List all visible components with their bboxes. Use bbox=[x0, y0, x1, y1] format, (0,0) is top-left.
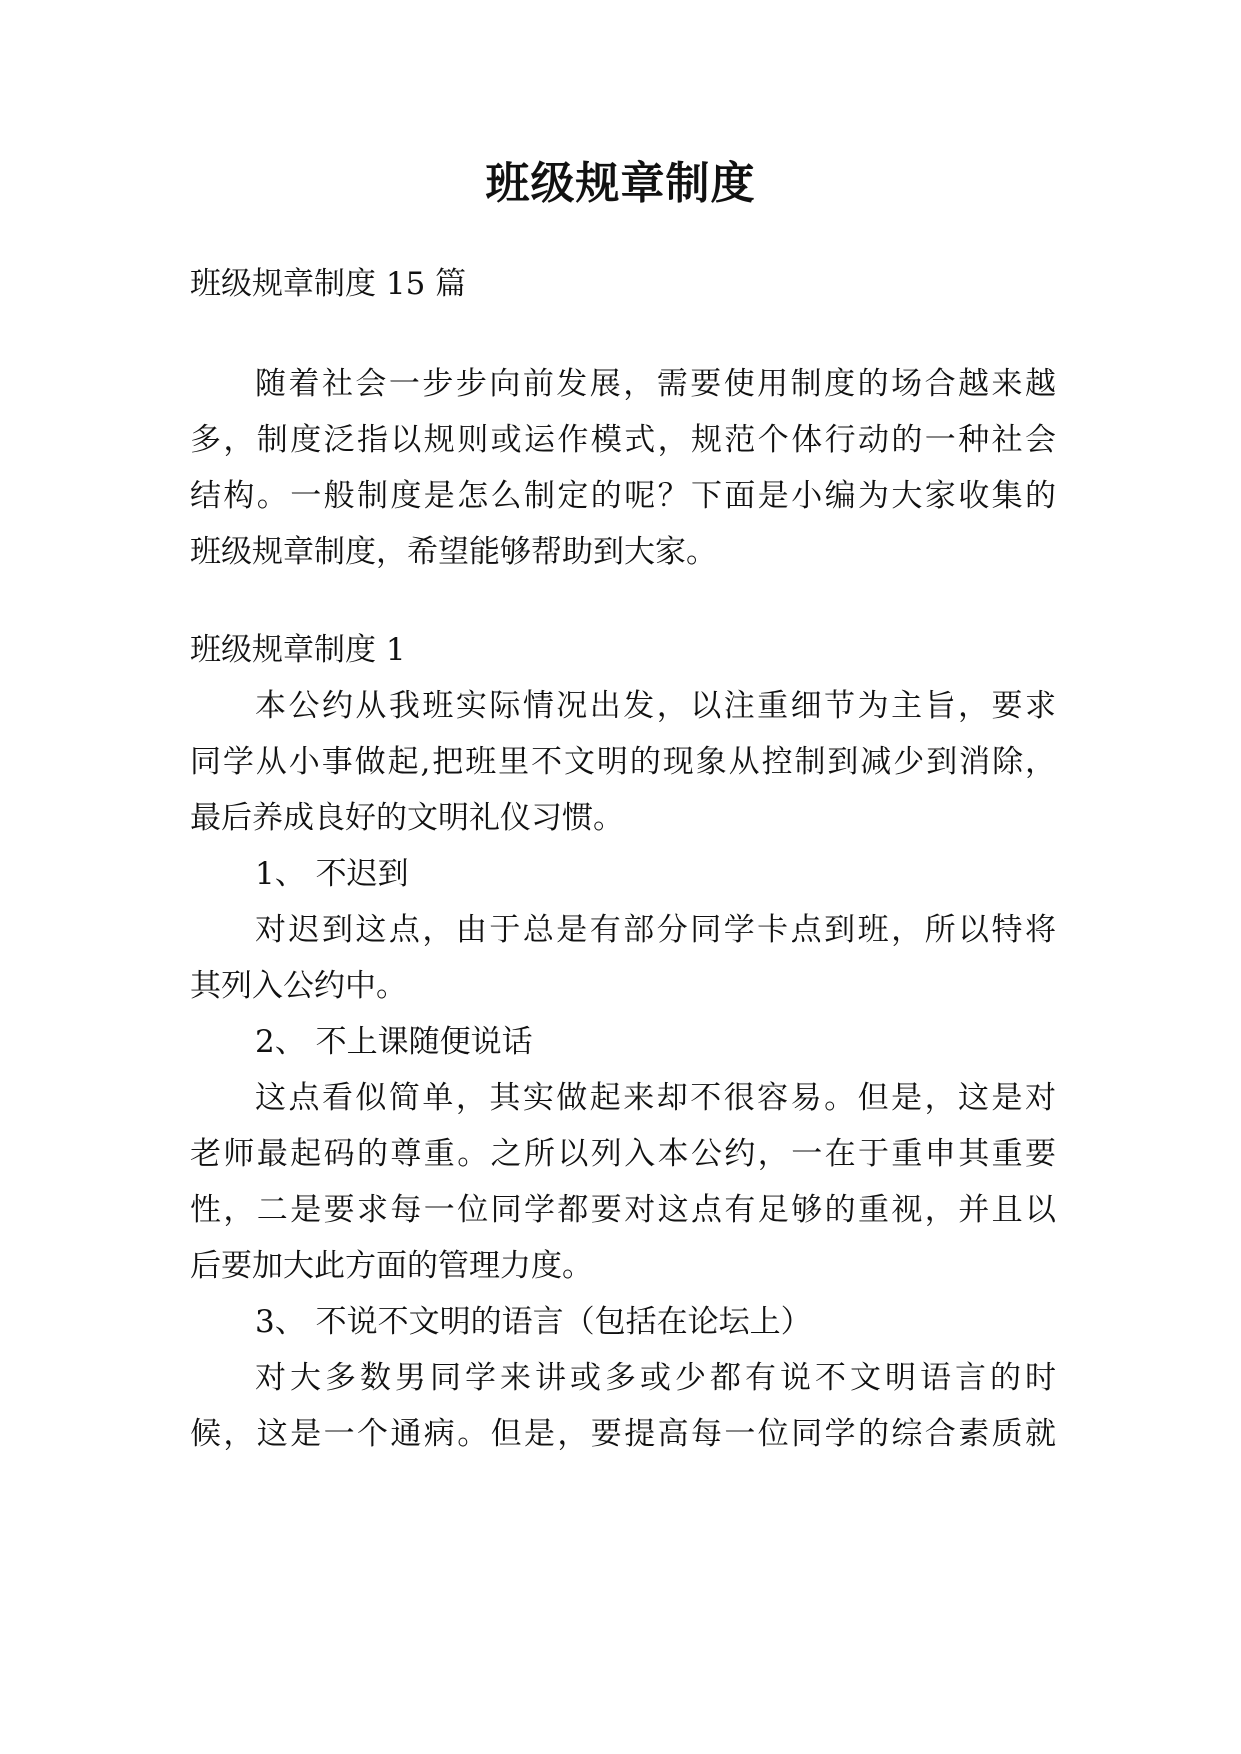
body-line: 本公约从我班实际情况出发，以注重细节为主旨，要求 bbox=[255, 688, 1056, 724]
document-subtitle: 班级规章制度 15 篇 bbox=[190, 266, 467, 302]
body-line: 对迟到这点，由于总是有部分同学卡点到班，所以特将 bbox=[255, 912, 1056, 948]
list-item-heading: 2、 不上课随便说话 bbox=[255, 1024, 533, 1060]
section-heading: 班级规章制度 1 bbox=[190, 632, 406, 668]
intro-line: 多，制度泛指以规则或运作模式，规范个体行动的一种社会 bbox=[190, 422, 1056, 458]
body-line: 候，这是一个通病。但是，要提高每一位同学的综合素质就 bbox=[190, 1416, 1056, 1452]
body-line: 同学从小事做起,把班里不文明的现象从控制到减少到消除， bbox=[190, 744, 1056, 780]
body-line: 老师最起码的尊重。之所以列入本公约，一在于重申其重要 bbox=[190, 1136, 1056, 1172]
body-line: 其列入公约中。 bbox=[190, 968, 407, 1004]
body-line: 对大多数男同学来讲或多或少都有说不文明语言的时 bbox=[255, 1360, 1056, 1396]
intro-line: 班级规章制度，希望能够帮助到大家。 bbox=[190, 534, 717, 570]
body-line: 性，二是要求每一位同学都要对这点有足够的重视，并且以 bbox=[190, 1192, 1056, 1228]
body-line: 最后养成良好的文明礼仪习惯。 bbox=[190, 800, 624, 836]
body-line: 这点看似简单，其实做起来却不很容易。但是，这是对 bbox=[255, 1080, 1056, 1116]
intro-line: 随着社会一步步向前发展，需要使用制度的场合越来越 bbox=[255, 366, 1056, 402]
list-item-heading: 3、 不说不文明的语言（包括在论坛上） bbox=[255, 1304, 812, 1340]
document-title: 班级规章制度 bbox=[485, 158, 756, 209]
list-item-heading: 1、 不迟到 bbox=[255, 856, 409, 892]
intro-line: 结构。一般制度是怎么制定的呢？下面是小编为大家收集的 bbox=[190, 478, 1056, 514]
body-line: 后要加大此方面的管理力度。 bbox=[190, 1248, 593, 1284]
